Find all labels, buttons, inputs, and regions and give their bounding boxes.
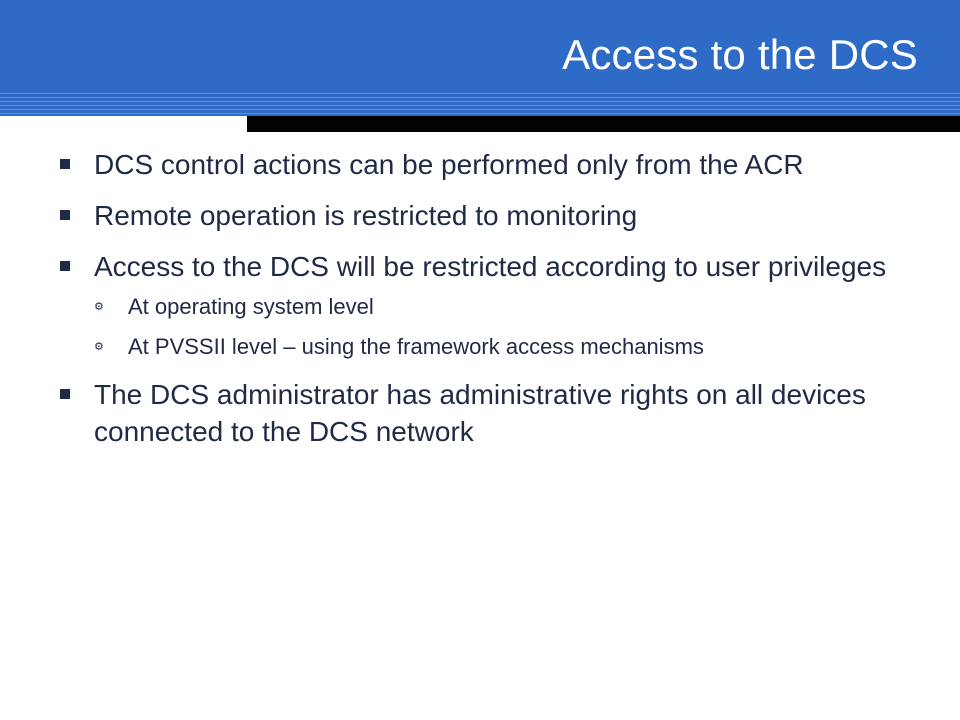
slide-content — [60, 146, 920, 464]
sub-bullet-text: At operating system level — [128, 294, 374, 319]
header-dark-bar — [247, 116, 960, 132]
bullet-item — [60, 376, 920, 450]
sub-bullet-list — [60, 291, 920, 362]
ornament-bullet-icon: ⚙ — [94, 340, 104, 353]
bullet-item — [60, 248, 920, 285]
square-bullet-icon — [60, 389, 70, 399]
sub-bullet-item — [94, 331, 920, 362]
slide-title: Access to the DCS — [562, 31, 918, 78]
sub-bullet-text: At PVSSII level – using the framework access mechanisms — [128, 334, 704, 359]
bullet-text: Access to the DCS will be restricted according to user privileges — [94, 251, 887, 282]
bullet-item — [60, 197, 920, 234]
square-bullet-icon — [60, 261, 70, 271]
bullet-text: Remote operation is restricted to monitoring — [94, 200, 638, 231]
square-bullet-icon — [60, 159, 70, 169]
header-stripes — [0, 92, 960, 116]
bullet-item — [60, 146, 920, 183]
sub-bullet-item — [94, 291, 920, 322]
ornament-bullet-icon: ⚙ — [94, 300, 104, 313]
bullet-text: DCS control actions can be performed only from the ACR — [94, 149, 804, 180]
square-bullet-icon — [60, 210, 70, 220]
bullet-text: The DCS administrator has administrative rights on all devices connected to the DCS network — [94, 379, 866, 447]
